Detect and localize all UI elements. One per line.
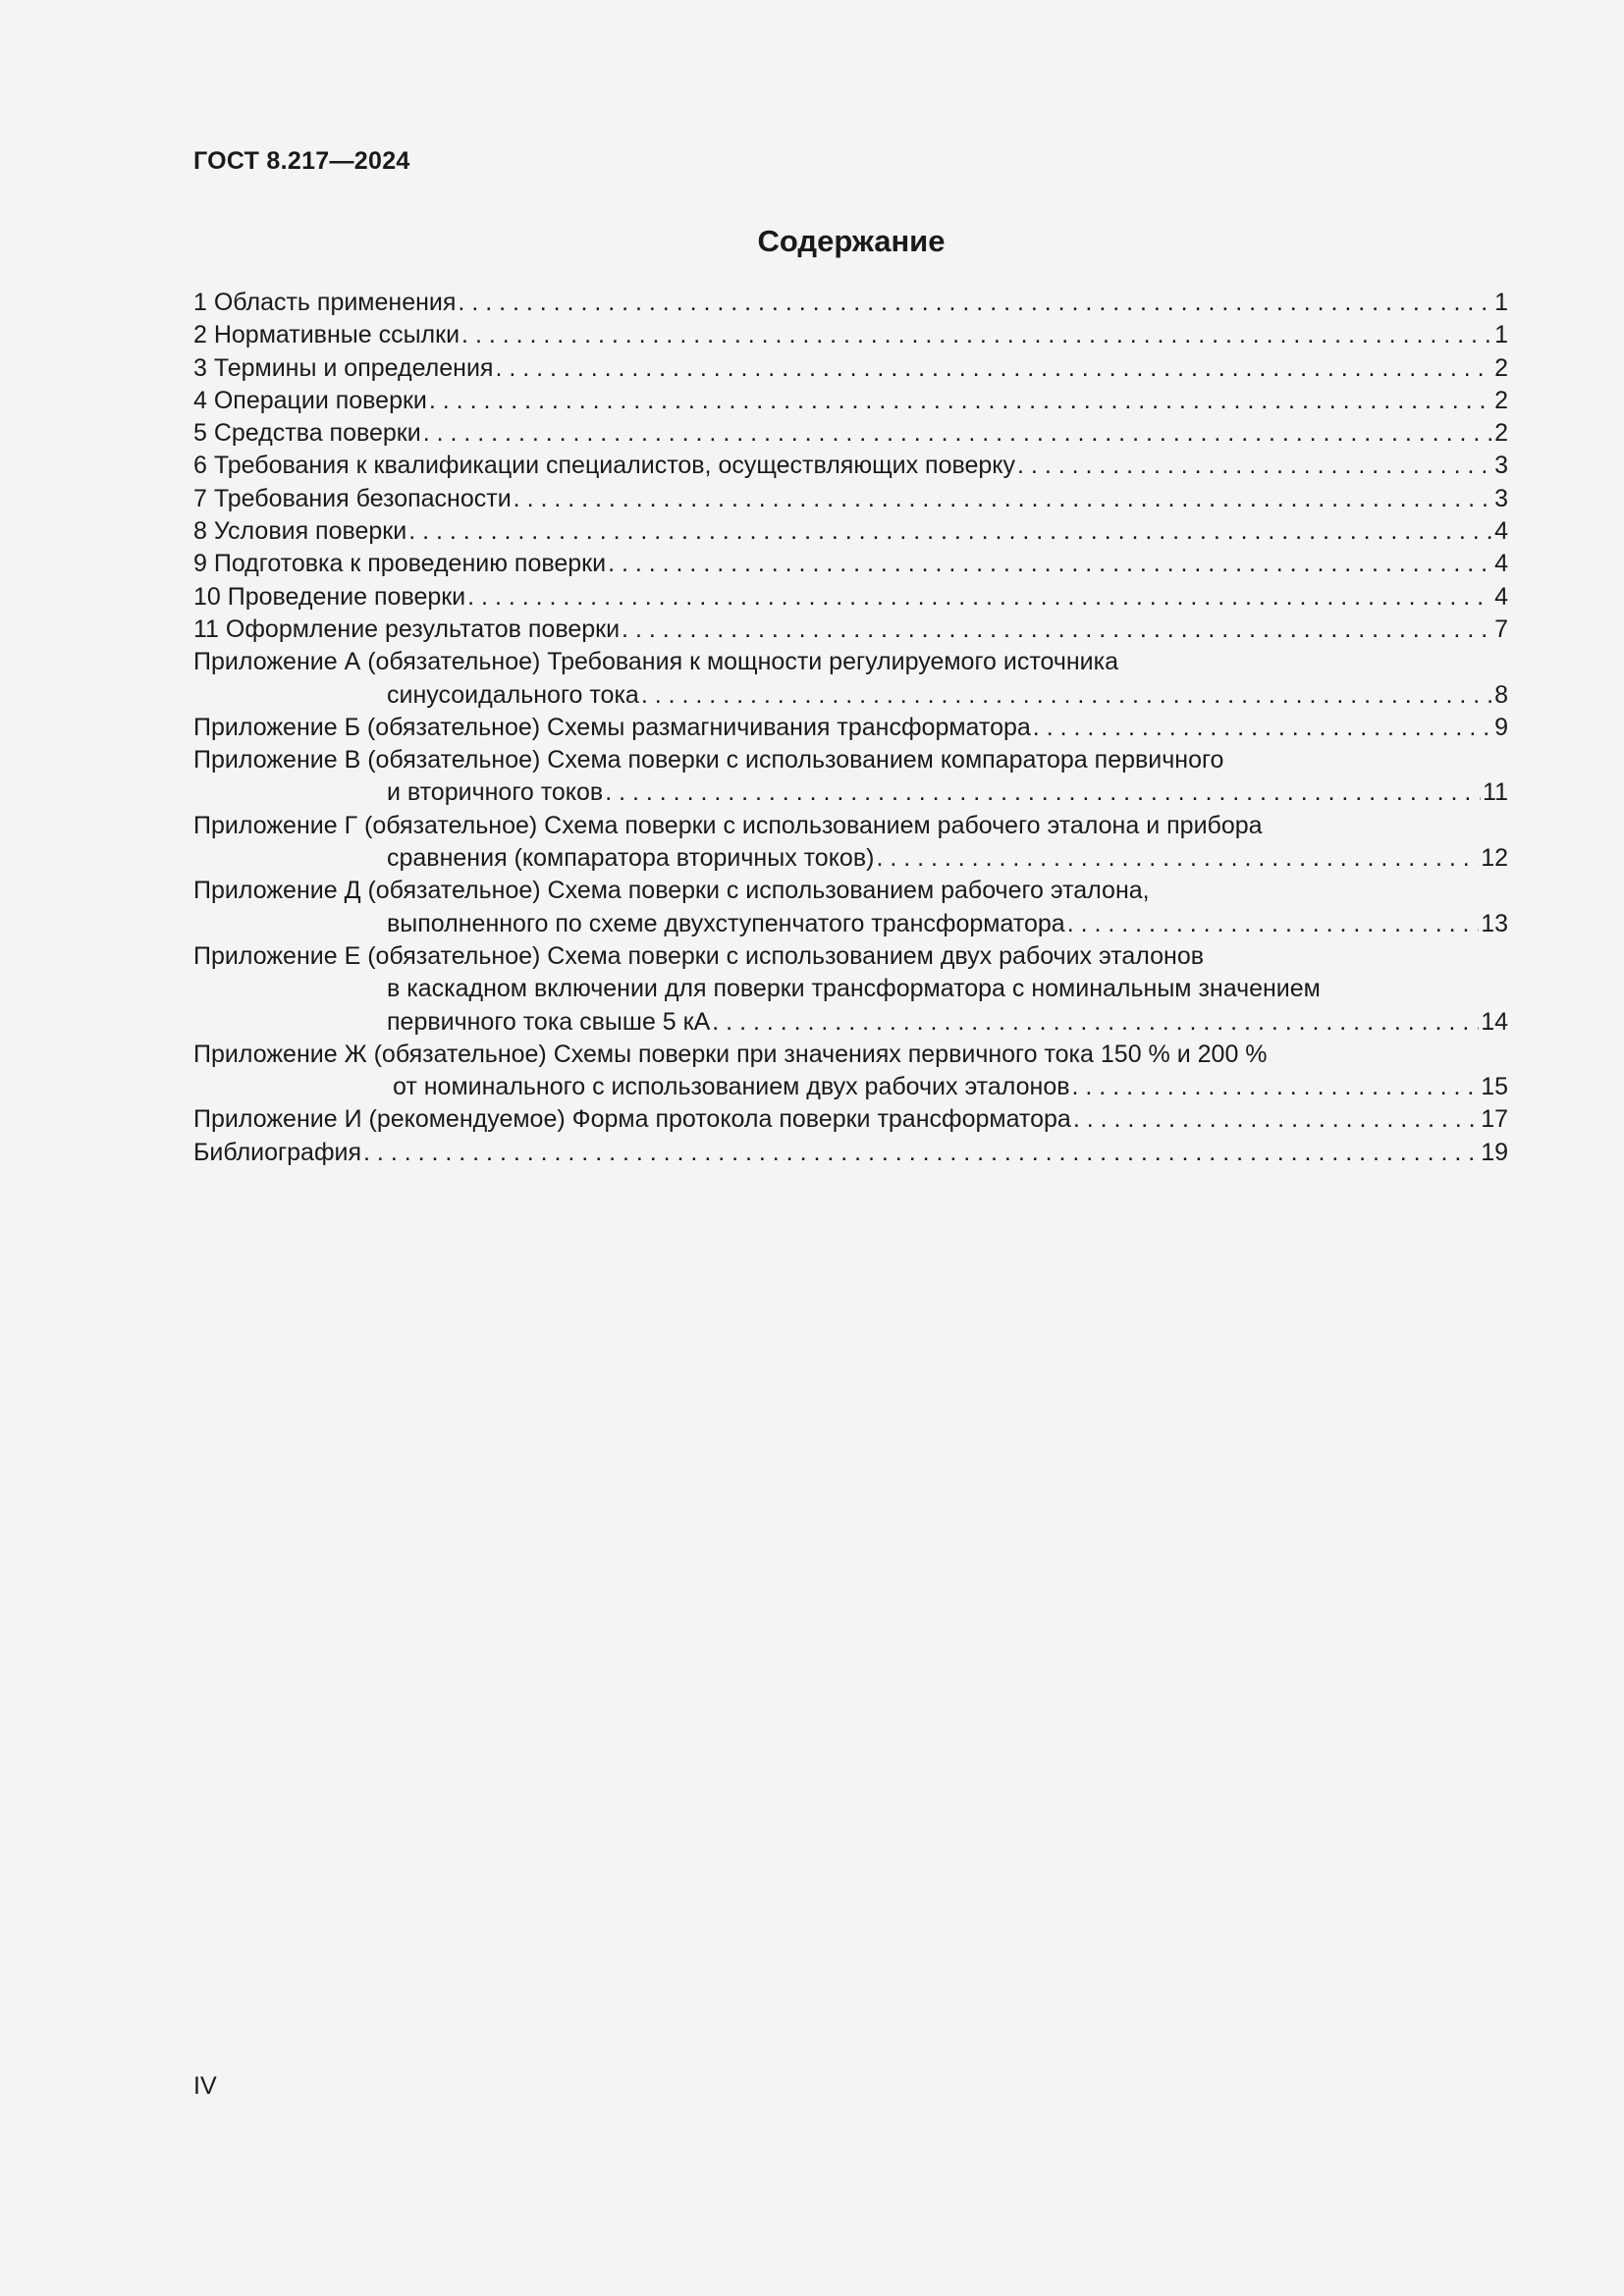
toc-entry-line-last (193, 776, 1508, 809)
dot-leader (408, 515, 1492, 548)
toc-entry-line-last (193, 1071, 1508, 1103)
dot-leader (712, 1006, 1479, 1039)
toc-title: Содержание (757, 224, 946, 258)
toc-entry-page: 1 (1494, 321, 1508, 349)
toc-entry-line-last (193, 417, 1508, 450)
toc-entry-line-last (193, 483, 1508, 515)
dot-leader (622, 614, 1492, 646)
toc-entry[interactable] (193, 1103, 1508, 1136)
toc-entry-page: 3 (1494, 452, 1508, 480)
toc-entry-line: Приложение Ж (обязательное) Схемы поверки при значениях первичного тока 150 % и 200 % (193, 1040, 1268, 1068)
toc-entry[interactable] (193, 548, 1508, 580)
toc-entry-line: Приложение А (обязательное) Требования к мощности регулируемого источника (193, 648, 1119, 676)
dot-leader (461, 319, 1492, 351)
toc-entry-page: 12 (1481, 844, 1508, 873)
toc-entry[interactable] (193, 385, 1508, 417)
dot-leader (429, 385, 1492, 417)
dot-leader (1017, 450, 1492, 482)
dot-leader (605, 776, 1481, 809)
toc-entry-line: Приложение Е (обязательное) Схема поверки с использованием двух рабочих эталонов (193, 941, 1205, 970)
dot-leader (1073, 1103, 1479, 1136)
toc-entry-page: 3 (1494, 484, 1508, 512)
toc-entry-title: Приложение И (рекомендуемое) Форма протокола поверки трансформатора (193, 1105, 1071, 1134)
dot-leader (608, 548, 1492, 580)
toc-entry[interactable] (193, 646, 1508, 712)
toc-entry[interactable] (193, 417, 1508, 450)
toc-entry-page: 4 (1494, 550, 1508, 578)
toc-entry-page: 1 (1494, 289, 1508, 316)
toc-entry-page: 13 (1481, 909, 1508, 937)
toc-entry[interactable] (193, 614, 1508, 646)
toc-entry-line-last (193, 581, 1508, 614)
toc-entry[interactable] (193, 1137, 1508, 1169)
toc-entry-line-last (193, 614, 1508, 646)
toc-entry-line-last (193, 515, 1508, 548)
toc-entry-line-last (193, 385, 1508, 417)
dot-leader (1072, 1071, 1480, 1103)
page-number: IV (193, 2072, 217, 2100)
dot-leader (423, 417, 1492, 450)
toc-entry-title: 8 Условия поверки (193, 517, 407, 546)
toc-entry-title: синусоидального тока (387, 680, 639, 709)
toc-entry-line-last (193, 908, 1508, 940)
toc-entry-line-last (193, 352, 1508, 385)
toc-entry-page: 2 (1494, 353, 1508, 382)
dot-leader (641, 679, 1492, 712)
table-of-contents (193, 287, 1508, 1169)
toc-entry[interactable] (193, 287, 1508, 319)
toc-entry-title: 5 Средства поверки (193, 419, 421, 448)
toc-entry-page: 2 (1494, 386, 1508, 414)
toc-entry-page: 14 (1481, 1007, 1508, 1036)
dot-leader (1033, 712, 1492, 744)
toc-entry-line-last (193, 319, 1508, 351)
toc-entry[interactable] (193, 450, 1508, 482)
toc-entry-line: в каскадном включении для поверки трансформатора с номинальным значением (387, 975, 1321, 1003)
toc-entry-title: 10 Проведение поверки (193, 582, 466, 611)
toc-entry-title: Библиография (193, 1138, 362, 1166)
dot-leader (1067, 908, 1480, 940)
toc-entry-page: 11 (1483, 778, 1508, 807)
toc-entry-title: сравнения (компаратора вторичных токов) (387, 844, 875, 873)
toc-entry-line: Приложение Г (обязательное) Схема поверки с использованием рабочего эталона и прибора (193, 811, 1263, 839)
toc-entry-line-last (193, 287, 1508, 319)
toc-entry[interactable] (193, 940, 1508, 1039)
toc-entry-page: 15 (1481, 1073, 1508, 1101)
toc-entry-line: Приложение Д (обязательное) Схема поверки с использованием рабочего эталона, (193, 877, 1150, 905)
toc-entry-line-last (193, 1103, 1508, 1136)
dot-leader (363, 1137, 1479, 1169)
document-code: ГОСТ 8.217—2024 (193, 147, 410, 175)
toc-entry[interactable] (193, 875, 1508, 940)
toc-entry-title: 9 Подготовка к проведению поверки (193, 550, 607, 578)
toc-entry-title: выполненного по схеме двухступенчатого трансформатора (387, 909, 1065, 937)
toc-entry-title: Приложение Б (обязательное) Схемы размагничивания трансформатора (193, 713, 1031, 741)
toc-entry[interactable] (193, 1039, 1508, 1104)
toc-entry-page: 4 (1494, 517, 1508, 546)
toc-entry-title: от номинального с использованием двух рабочих эталонов (393, 1073, 1070, 1101)
toc-entry-line-last (193, 1006, 1508, 1039)
toc-entry-title: 4 Операции поверки (193, 386, 427, 414)
toc-entry[interactable] (193, 712, 1508, 744)
toc-entry[interactable] (193, 810, 1508, 876)
toc-entry-page: 2 (1494, 419, 1508, 448)
toc-entry-title: 2 Нормативные ссылки (193, 321, 460, 349)
toc-entry-page: 17 (1481, 1105, 1508, 1134)
toc-entry[interactable] (193, 483, 1508, 515)
toc-entry-page: 7 (1494, 614, 1508, 643)
toc-entry-line-last (193, 1137, 1508, 1169)
toc-entry-title: 6 Требования к квалификации специалистов, осуществляющих поверку (193, 452, 1016, 480)
toc-entry-title: 7 Требования безопасности (193, 484, 512, 512)
toc-entry[interactable] (193, 319, 1508, 351)
dot-leader (514, 483, 1492, 515)
toc-entry[interactable] (193, 744, 1508, 810)
dot-leader (495, 352, 1492, 385)
toc-entry[interactable] (193, 352, 1508, 385)
toc-entry-title: 3 Термины и определения (193, 353, 494, 382)
toc-entry-page: 4 (1494, 582, 1508, 611)
toc-entry-title: 1 Область применения (193, 289, 457, 316)
toc-entry[interactable] (193, 515, 1508, 548)
toc-entry-line-last (193, 679, 1508, 712)
dot-leader (467, 581, 1492, 614)
dot-leader (876, 842, 1479, 875)
toc-entry[interactable] (193, 581, 1508, 614)
toc-entry-page: 19 (1481, 1138, 1508, 1166)
toc-entry-line-last (193, 548, 1508, 580)
toc-entry-line-last (193, 712, 1508, 744)
dot-leader (458, 287, 1492, 319)
toc-entry-title: первичного тока свыше 5 кА (387, 1007, 711, 1036)
toc-entry-page: 8 (1494, 680, 1508, 709)
toc-entry-line-last (193, 450, 1508, 482)
toc-entry-page: 9 (1494, 713, 1508, 741)
toc-entry-line-last (193, 842, 1508, 875)
toc-entry-title: и вторичного токов (387, 778, 604, 807)
toc-entry-line: Приложение В (обязательное) Схема поверки с использованием компаратора первичного (193, 746, 1224, 774)
toc-entry-title: 11 Оформление результатов поверки (193, 614, 621, 643)
